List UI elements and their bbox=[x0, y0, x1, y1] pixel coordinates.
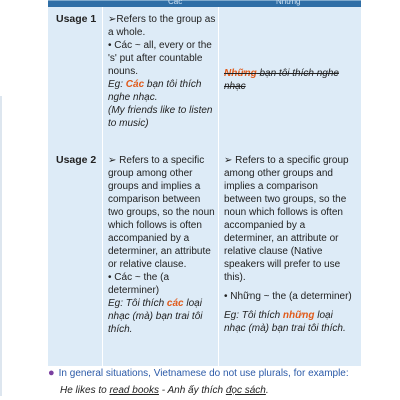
usage2-nhung-example: Eg: Tôi thích những loại nhạc (mà) bạn trai tôi thích. bbox=[224, 310, 346, 334]
header-col-cac: Các bbox=[168, 0, 183, 6]
usage-table bbox=[48, 0, 361, 366]
usage2-cac-arrow: ➢ bbox=[108, 155, 117, 166]
table-row-usage1 bbox=[48, 7, 361, 150]
bullet-dot-icon: ● bbox=[48, 367, 55, 379]
usage2-nhung-arrow: ➢ bbox=[224, 155, 233, 166]
usage2-cac-point1: Refers to a specific group among other groups and implies a comparison between two groups, so the noun which follows is often accompanied by a determiner, an attribute or relative clause. bbox=[108, 155, 215, 270]
usage2-nhung-cell bbox=[224, 154, 356, 335]
usage2-label: Usage 2 bbox=[56, 154, 97, 166]
table-row-usage2 bbox=[48, 150, 361, 366]
usage1-cac-point1: Refers to the group as a whole. bbox=[108, 14, 216, 38]
usage1-cac-example: Eg: Các bạn tôi thích nghe nhạc. bbox=[108, 79, 202, 103]
usage2-cac-cell bbox=[108, 154, 216, 336]
usage1-nhung-cell bbox=[224, 67, 356, 93]
usage1-nhung-example: Những bạn tôi thích nghe nhạc bbox=[224, 68, 339, 92]
header-col-nhung: Những bbox=[276, 0, 301, 6]
link-read-books[interactable]: read books bbox=[109, 385, 159, 396]
usage1-arrow: ➢ bbox=[108, 14, 117, 25]
usage2-cac-point2: • Các ~ the (a determiner) bbox=[108, 272, 170, 296]
usage1-cac-translation: (My friends like to listen to music) bbox=[108, 105, 213, 129]
plural-note bbox=[48, 367, 393, 379]
plural-example: He likes to read books - Anh ấy thích đọc sách. bbox=[60, 385, 269, 396]
usage2-nhung-point2: • Những ~ the (a determiner) bbox=[224, 291, 352, 302]
usage2-cac-example: Eg: Tôi thích các loại nhạc (mà) bạn trai tôi thích. bbox=[108, 298, 203, 335]
usage1-cac-point2: • Các ~ all, every or the 's' put after countable nouns. bbox=[108, 40, 212, 77]
usage1-label: Usage 1 bbox=[56, 13, 97, 25]
usage1-cac-cell bbox=[108, 13, 216, 130]
plural-note-text: In general situations, Vietnamese do not use plurals, for example: bbox=[58, 368, 349, 379]
page-edge-bar bbox=[0, 96, 2, 396]
usage2-nhung-point1: Refers to a specific group among other groups and implies a comparison between two groups, so the noun which follows is often accompanied by a determiner, an attribute or relative clause (Native speakers will prefer to use this). bbox=[224, 155, 349, 283]
link-doc-sach[interactable]: đọc sách bbox=[225, 385, 266, 396]
